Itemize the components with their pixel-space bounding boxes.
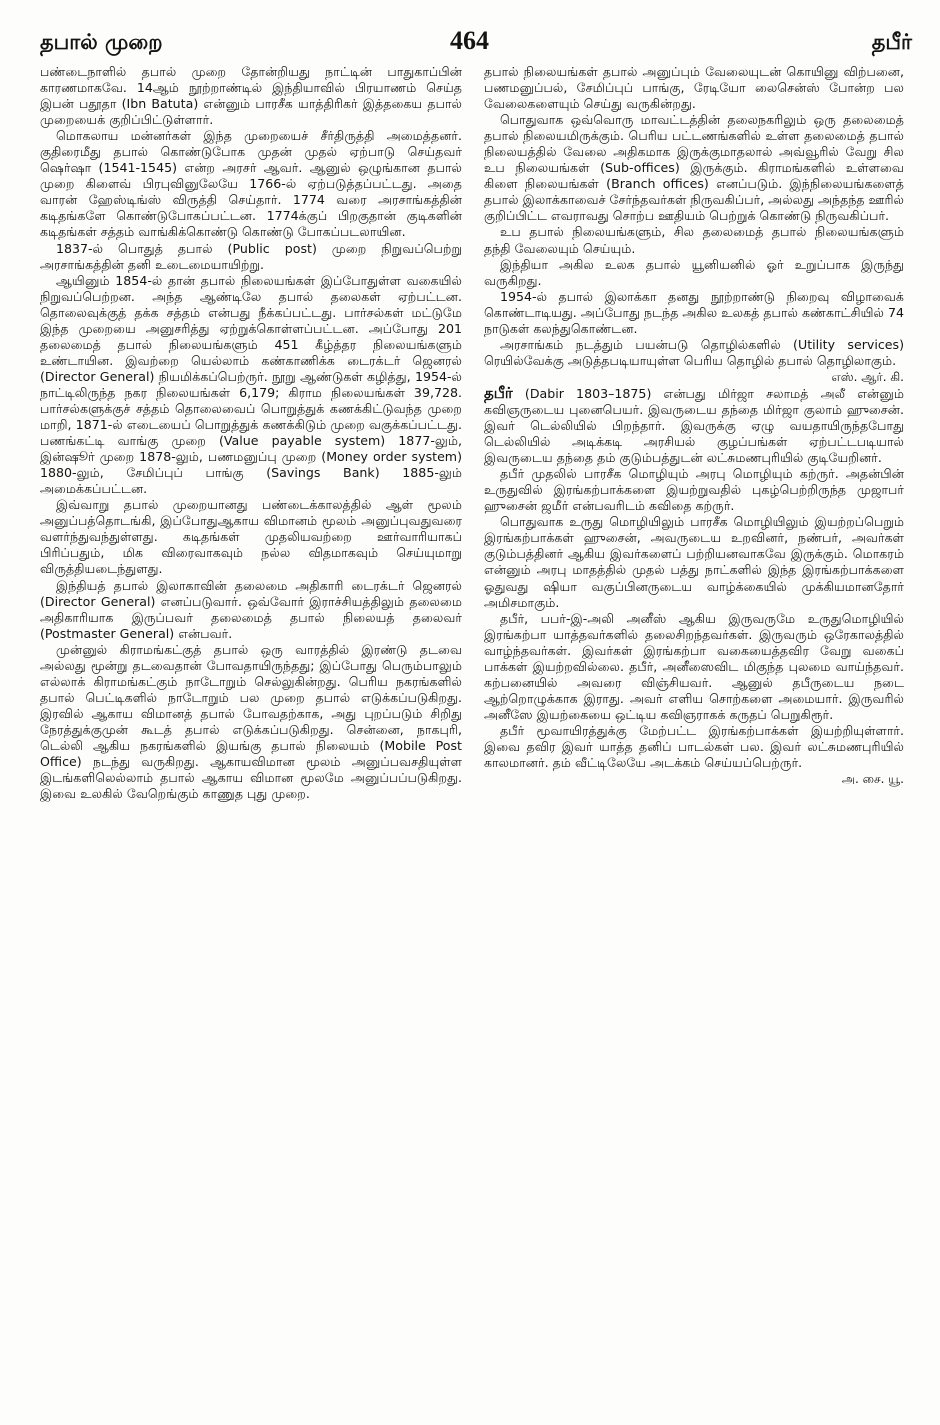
paragraph: அரசாங்கம் நடத்தும் பயன்படு தொழில்களில் (Utility services) ரெயில்வேக்கு அடுத்தபடியாயுள்ள பெரிய தொழில் தபால் தொழிலாகும். — [484, 336, 904, 368]
paragraph: பொதுவாக உருது மொழியிலும் பாரசீக மொழியிலும் இயற்றப்பெறும் இரங்கற்பாக்கள் ஹுசைன், அவருடைய உறவினர், நண்பர், அவர்கள் குடும்பத்தினர் ஆகிய இவர்களைப் பற்றியனவாகவே இருக்கும். மொகரம் என்னும் அரபு மாதத்தில் முதல் பத்து நாட்களில் இந்த இரங்கற்பாக்களை ஓதுவது ஷியா வகுப்பினருடைய வாழ்க்கையில் முக்கியமானதோர் அமிசமாகும். — [484, 514, 904, 610]
paragraph: தபீர் மூவாயிரத்துக்கு மேற்பட்ட இரங்கற்பாக்கள் இயற்றியுள்ளார். இவை தவிர இவர் யாத்த தனிப் பாடல்கள் பல. இவர் லட்சுமணபுரியில் காலமானர். தம் வீட்டிலேயே அடக்கம் செய்யப்பெற்ருர். — [484, 722, 904, 771]
paragraph: உப தபால் நிலையங்களும், சில தலைமைத் தபால் நிலையங்களும் தந்தி வேலையும் செய்யும். — [484, 224, 904, 256]
paragraph: தபீர், பபர்-இ-அலி அனீஸ் ஆகிய இருவருமே உருதுமொழியில் இரங்கற்பா யாத்தவர்களில் தலைசிறந்தவர்கள். இருவரும் ஒரேகாலத்தில் வாழ்ந்தவர்கள். இவர்கள் இரங்கற்பா வகையைத்தவிர வேறு வகைப் பாக்கள் இயற்றவில்லை. தபீர், அனீஸைவிட மிகுந்த புலமை வாய்ந்தவர். கற்பனையில் அவரை விஞ்சியவர். ஆனுல் தபீருடைய நடை ஆற்றொழுக்காக இராது. அவர் எளிய சொற்களை அமையார். இருவரில் அனீஸே இயற்கையை ஒட்டிய கவிஞராகக் கருதப் பெறுகிரூர். — [484, 610, 904, 722]
header-right-title: தபீர் — [871, 30, 912, 54]
paragraph: 1837-ல் பொதுத் தபால் (Public post) முறை நிறுவப்பெற்று அரசாங்கத்தின் தனி உடைமையாயிற்று. — [40, 240, 462, 272]
paragraph: இந்தியா அகில உலக தபால் யூனியனில் ஓர் உறுப்பாக இருந்து வருகிறது. — [484, 256, 904, 288]
author-signature: அ. சை. யூ. — [841, 772, 904, 787]
left-column — [40, 64, 462, 1354]
paragraph: தபால் நிலையங்கள் தபால் அனுப்பும் வேலையுடன் கொயினு விற்பனை, பணமனுப்பல், சேமிப்புப் பாங்கு, ரேடியோ லைசென்ஸ் போன்ற பல வேலைகளையும் செய்து வருகின்றது. — [484, 64, 904, 112]
page-header — [40, 26, 912, 62]
page-number: 464 — [450, 26, 489, 55]
paragraph: ஆயினும் 1854-ல் தான் தபால் நிலையங்கள் இப்போதுள்ள வகையில் நிறுவப்பெற்றன. அந்த ஆண்டிலே தபால் தலைகள் ஏற்பட்டன. தொலைவுக்குத் தக்க சத்தம் என்பது நீக்கப்பட்டது. பார்சல்கள் மட்டுமே இந்த முறையை அனுசரித்து ஏற்றுக்கொள்ளப்பட்டன. அப்போது 201 தலைமைத் தபால் நிலையங்களும் 451 கீழ்த்தர நிலையங்களும் உண்டாயின. இவற்றை யெல்லாம் கண்காணிக்க டைரக்டர் ஜெனரல் (Director General) நியமிக்கப்பெற்ருர். நூறு ஆண்டுகள் கழித்து, 1954-ல் நாட்டிலிருந்த நகர நிலையங்கள் 6,179; கிராம நிலையங்கள் 39,728. பார்சல்களுக்குச் சத்தம் தொலைவைப் பொறுத்துக் கணக்கிட்டுவந்த முறை மாறி, 1871-ல் எடையைப் பொறுத்துக் கணக்கிடும் முறை வகுக்கப்பட்டது. பணங்கட்டி வாங்கு முறை (Value payable system) 1877-லும், இன்ஷூர் முறை 1878-லும், பணமனுப்பு முறை (Money order system) 1880-லும், சேமிப்புப் பாங்கு (Savings Bank) 1885-லும் அமைக்கப்பட்டன. — [40, 272, 462, 497]
paragraph: பண்டைநாளில் தபால் முறை தோன்றியது நாட்டின் பாதுகாப்பின் காரணமாகவே. 14ஆம் நூற்றாண்டில் இந்தியாவில் பிரயாணம் செய்த இபன் பதூதா (Ibn Batuta) என்னும் பாரசீக யாத்திரிகர் இத்தகைய தபால் முறையைக் குறிப்பிட்டுள்ளார். — [40, 64, 462, 128]
right-column — [484, 64, 904, 1354]
paragraph: முன்னுல் கிராமங்கட்குத் தபால் ஒரு வாரத்தில் இரண்டு தடவை அல்லது மூன்று தடவைதான் போவதாயிருந்தது; இப்போது பெரும்பாலும் எல்லாக் கிராமங்கட்கும் நாடோறும் செல்லுகின்றது. பெரிய நகரங்களில் தபால் பெட்டிகளில் நாடோறும் பல முறை தபால் எடுக்கப்படுகிறது. இரவில் ஆகாய விமானத் தபால் போவதற்காக, அது புறப்படும் சிறிது நேரத்துக்குமுன் கூடத் தபால் எடுக்கப்படுகிறது. சென்னை, நாகபுரி, டெல்லி ஆகிய நகரங்களில் இயங்கு தபால் நிலையம் (Mobile Post Office) நடந்து வருகிறது. ஆகாயவிமான மூலம் அனுப்பவசதியுள்ள இடங்களிலெல்லாம் தபால் ஆகாய விமான மூலமே அனுப்பப்படுகிறது. இவை உலகில் வேறெங்கும் காணுத புது முறை. — [40, 641, 462, 802]
paragraph: தபீர் முதலில் பாரசீக மொழியும் அரபு மொழியும் கற்ருர். அதன்பின் உருதுவில் இரங்கற்பாக்களை இயற்றுவதில் புகழ்பெற்றிருந்த முஜாபர் ஹுசைன் ஜமீர் என்பவரிடம் கவிதை கற்ருர். — [484, 466, 904, 514]
paragraph: இந்தியத் தபால் இலாகாவின் தலைமை அதிகாரி டைரக்டர் ஜெனரல் (Director General) எனப்படுவார். ஒவ்வோர் இராச்சியத்திலும் தலைமை அதிகாரியாக இருப்பவர் தலைமைத் தபால் நிலையத் தலைவர் (Postmaster General) என்பவர். — [40, 577, 462, 641]
paragraph: இவ்வாறு தபால் முறையானது பண்டைக்காலத்தில் ஆள் மூலம் அனுப்பத்தொடங்கி, இப்போதுஆகாய விமானம் மூலம் அனுப்புவதுவரை வளர்ந்துவந்துள்ளது. கடிதங்கள் முதலியவற்றை ஊர்வாரியாகப் பிரிப்பதும், மிக விரைவாகவும் நல்ல விதமாகவும் செய்யுமாறு விருத்தியடைந்துளது. — [40, 497, 462, 577]
entry-headword: தபீர் — [484, 383, 513, 402]
paragraph: 1954-ல் தபால் இலாக்கா தனது நூற்றாண்டு நிறைவு விழாவைக் கொண்டாடியது. அப்போது நடந்த அகில உலகத் தபால் கண்காட்சியில் 74 நாடுகள் கலந்துகொண்டன. — [484, 288, 904, 336]
entry-text: (Dabir 1803–1875) என்பது மிர்ஜா சலாமத் அலீ என்னும் கவிஞருடைய புனைபெயர். இவருடைய தந்தை மிர்ஜா குலாம் ஹுசைன். இவர் டெல்லியில் பிறந்தார். இவருக்கு ஏழு வயதாயிருந்தபோது டெல்லியில் அடிக்கடி அரசியல் குழப்பங்கள் ஏற்பட்டபடியால் இவருடைய தந்தை தம் குடும்பத்துடன் லட்சுமணபுரியில் குடியேறினர். — [484, 385, 904, 466]
paragraph: பொதுவாக ஒவ்வொரு மாவட்டத்தின் தலைநகரிலும் ஒரு தலைமைத் தபால் நிலையமிருக்கும். பெரிய பட்டணங்களில் உள்ள தலைமைத் தபால் நிலையத்தில் வேலை அதிகமாக இருக்குமாதலால் அவ்வூரில் வேறு சில உப நிலையங்கள் (Sub-offices) இருக்கும். கிராமங்களில் உள்ளவை கிளை நிலையங்கள் (Branch offices) எனப்படும். இந்நிலையங்களைத் தபால் இலாக்காவைச் சேர்ந்தவர்கள் நிருவகிப்பர், அல்லது அந்தந்த ஊரில் குறிப்பிட்ட எவராவது சொற்ப ஊதியம் பெற்றுக் கொண்டு நிருவகிப்பர். — [484, 112, 904, 224]
author-signature: எஸ். ஆர். கி. — [831, 369, 904, 384]
entry-first-paragraph — [484, 385, 904, 466]
header-left-title: தபால் முறை — [40, 30, 163, 54]
paragraph: மொகலாய மன்னர்கள் இந்த முறையைச் சீர்திருத்தி அமைத்தனர். குதிரைமீது தபால் கொண்டுபோக முதன் முதல் ஏற்பாடு செய்தவர் ஷெர்ஷா (1541-1545) என்ற அரசர் ஆவர். ஆனுல் ஒழுங்கான தபால் முறை கிளைவ் பிரபுவினுலேயே 1766-ல் ஏற்படுத்தப்பட்டது. அதை வாரன் ஹேஸ்டிங்ஸ் விருத்தி செய்தார். 1774 வரை அரசாங்கத்தின் கடிதங்களே கொண்டுபோகப்பட்டன. 1774க்குப் பிறகுதான் குடிகளின் கடிதங்கள் சத்தம் வாங்கிக்கொண்டு கொண்டு போகப்படலாயின. — [40, 128, 462, 240]
